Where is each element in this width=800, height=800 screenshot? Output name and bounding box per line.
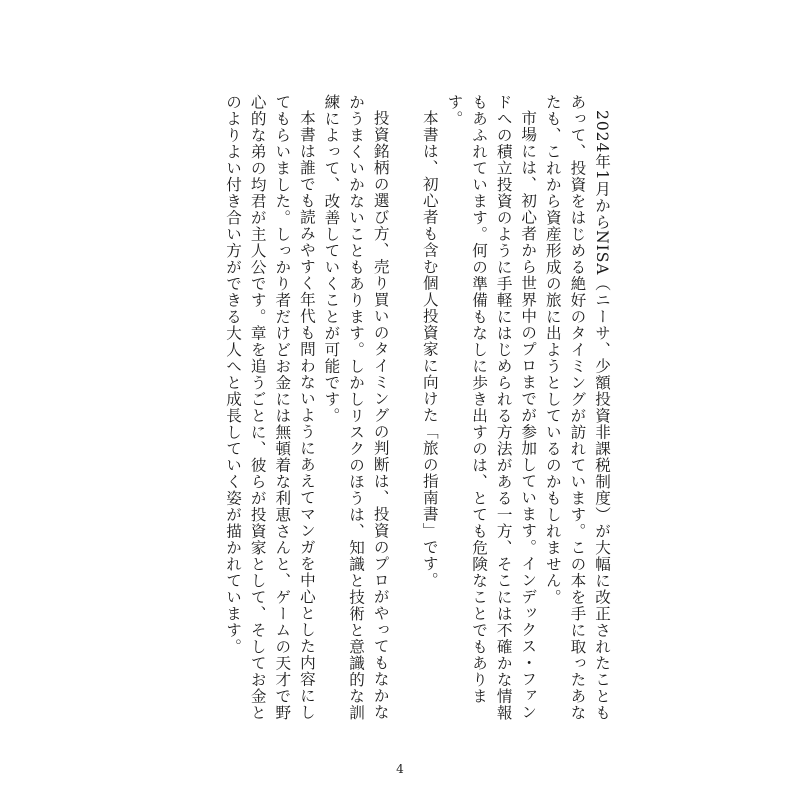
paragraph-guidebook: 本書は、初心者も含む個人投資家に向けた「旅の指南書」です。 <box>420 109 439 589</box>
paragraph-market: 市場には、初心者から世界中のプロまでが参加しています。インデックス・ファンドへの積立投資のように手軽にはじめられる方法がある一方、そこには不確かな情報もあふれています。何の準備もなしに歩き出すのは、とても危険なことでもあります。 <box>445 94 538 721</box>
vertical-text-block <box>221 94 615 726</box>
paragraph-nisa-intro: 2024年1月からNISA（ニーサ、少額投資非課税制度）が大幅に改正されたこともあって、投資をはじめる絶好のタイミングが訪れています。この本を手に取ったあなたも、これから資産形成の旅に出ようとしているのかもしれません。 <box>543 94 611 721</box>
paragraph-manga-characters: 本書は誰でも読みやすく年代も問わないようにあえてマンガを中心とした内容にしてもらいました。しっかり者だけどお金には無頓着な利恵さんと、ゲームの天才で野心的な弟の均君が主人公です。章を追うごとに、彼らが投資家として、そしてお金とのよりよい付き合い方ができる大人へと成長していく姿が描かれています。 <box>224 94 316 721</box>
page-number: 4 <box>396 762 404 776</box>
paragraph-risk: 投資銘柄の選び方、売り買いのタイミングの判断は、投資のプロがやってもなかなかうまくいかないこともあります。しかしリスクのほうは、知識と技術と意識的な訓練によって、改善していくことが可能です。 <box>322 94 390 721</box>
